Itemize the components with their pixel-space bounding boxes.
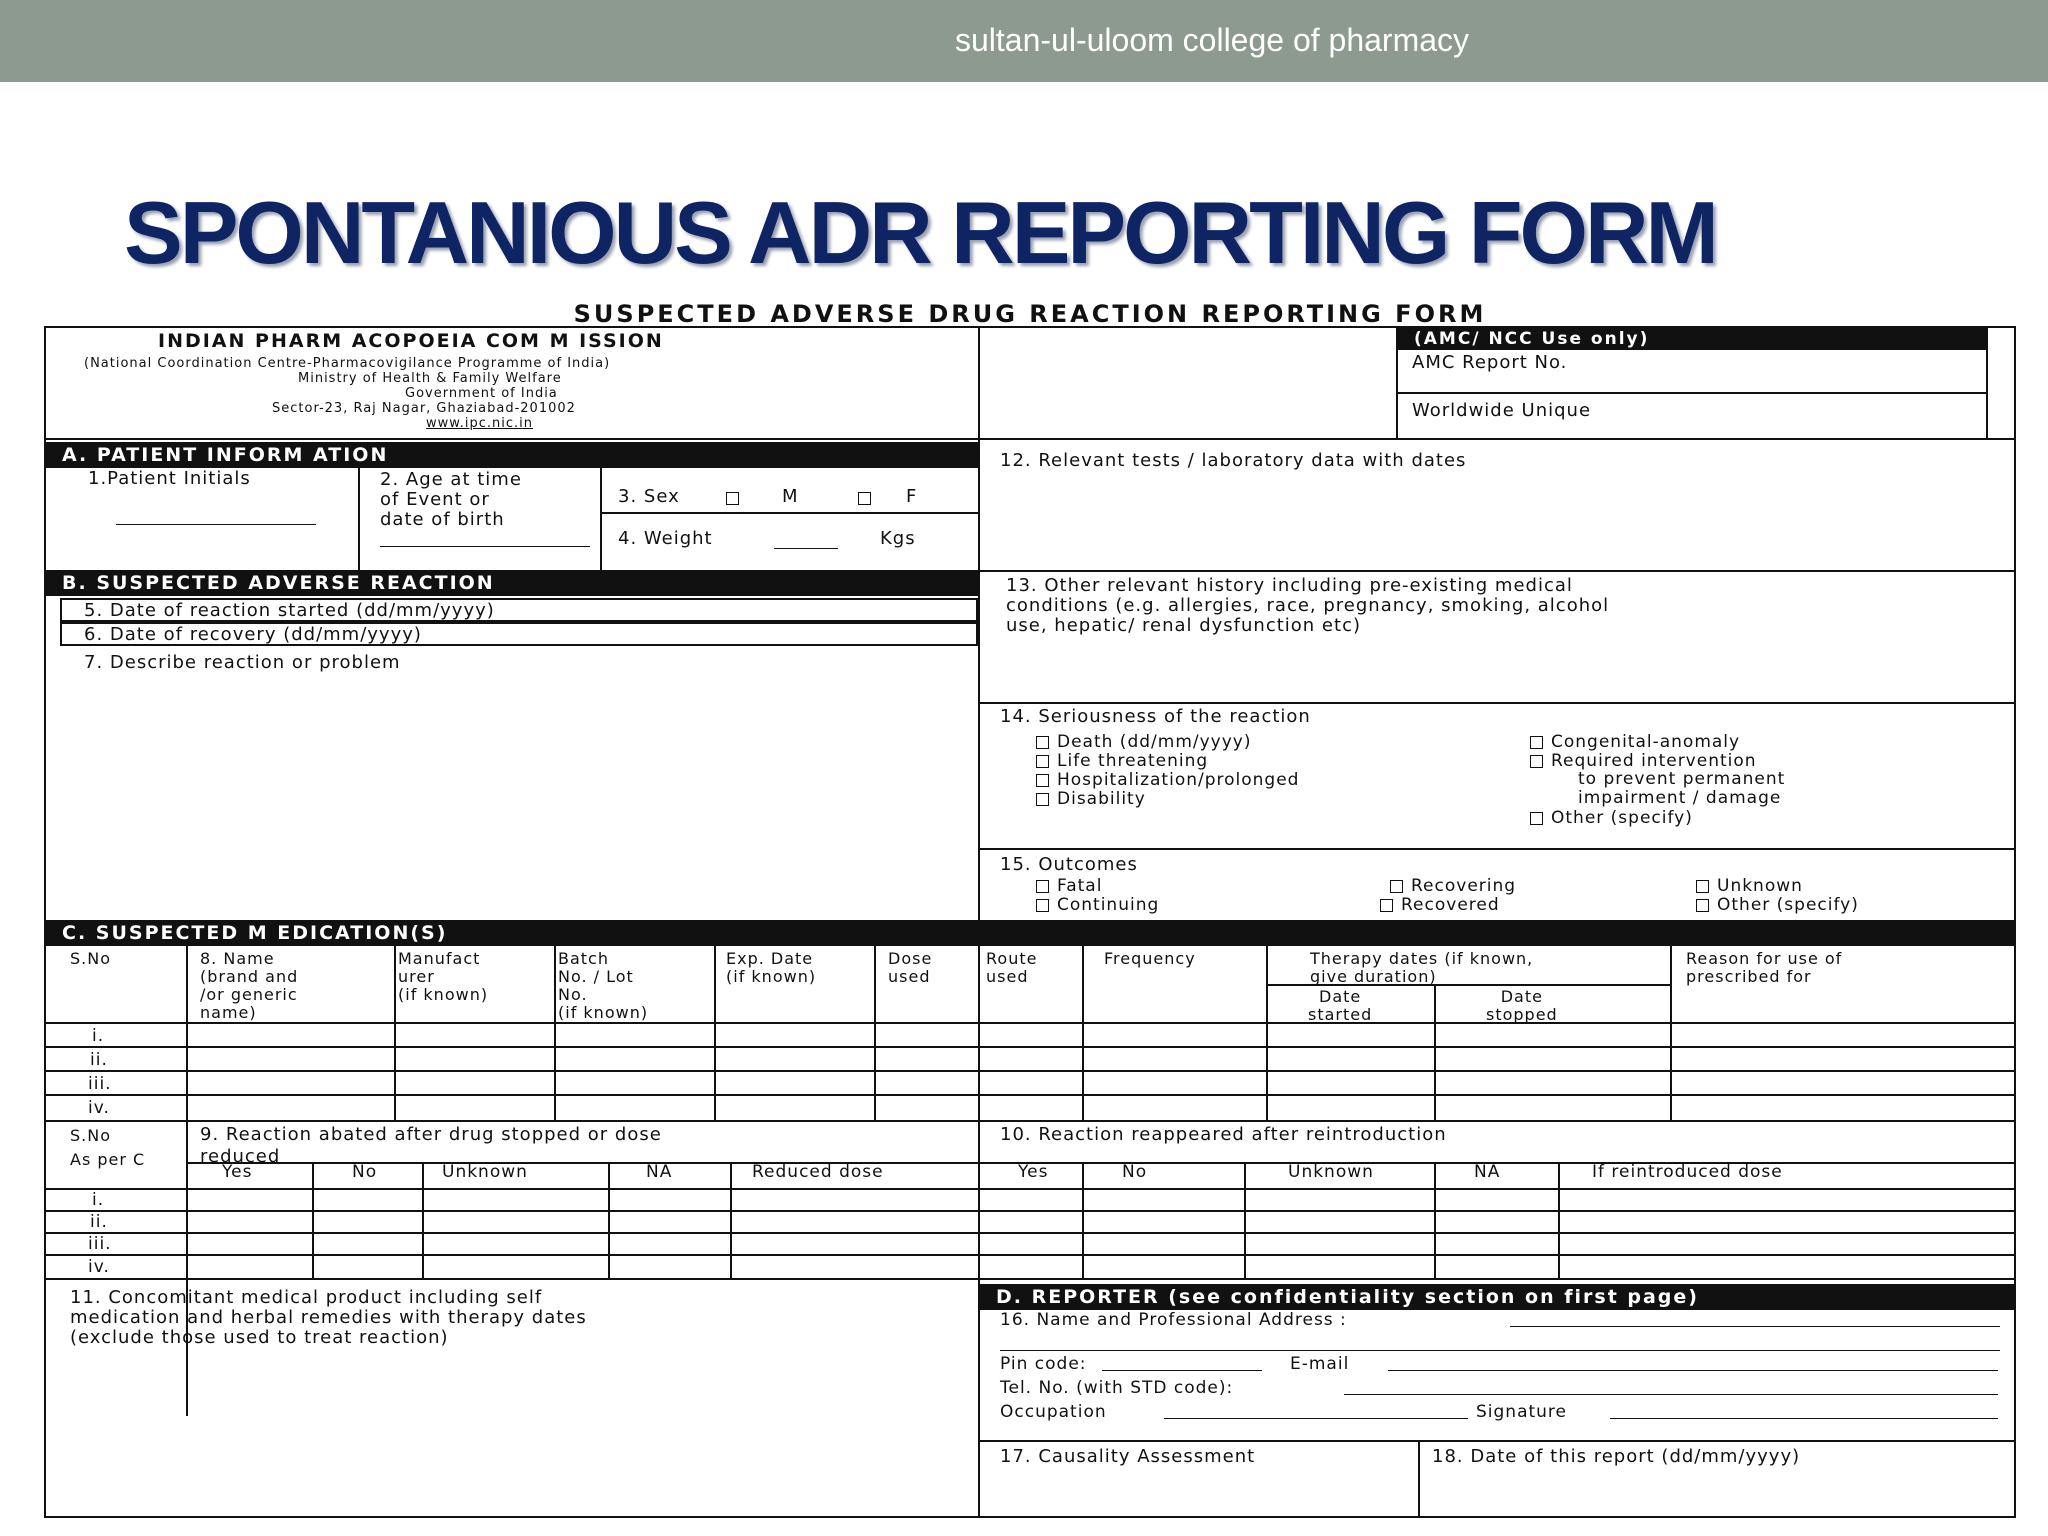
col-date-started: Date started [1308, 987, 1373, 1024]
q10-col: NA [1474, 1162, 1501, 1182]
tel-label: Tel. No. (with STD code): [1000, 1378, 1234, 1398]
checkbox[interactable] [1036, 899, 1049, 912]
age-label: 2. Age at time of Event or date of birth [380, 469, 522, 530]
tel-line[interactable] [1344, 1394, 1998, 1395]
q14-opt-congenital: Congenital-anomaly [1530, 732, 1740, 752]
a-div2 [600, 468, 602, 570]
q12-label: 12. Relevant tests / laboratory data with dates [1000, 450, 1467, 471]
pin-label: Pin code: [1000, 1354, 1087, 1374]
signature-label: Signature [1476, 1402, 1568, 1422]
q15-opt-recovering: Recovering [1390, 876, 1516, 896]
email-line[interactable] [1388, 1370, 1998, 1371]
checkbox[interactable] [1380, 899, 1393, 912]
q9-title: 9. Reaction abated after drug stopped or dose reduced [200, 1124, 662, 1167]
sex-m-checkbox[interactable] [726, 492, 739, 505]
d-div2 [1418, 1440, 1420, 1518]
col-frequency: Frequency [1104, 949, 1196, 968]
section-d-title: D. REPORTER (see confidentiality section on first page) [978, 1284, 2016, 1310]
d-div [978, 1440, 2016, 1442]
q15-opt-fatal: Fatal [1036, 876, 1102, 896]
org-line4: Sector-23, Raj Nagar, Ghaziabad-201002 [272, 401, 576, 416]
reporter-name-line[interactable] [1510, 1326, 2000, 1327]
q9-col: No [352, 1162, 378, 1182]
q9-row4 [44, 1278, 2016, 1280]
q10-col: No [1122, 1162, 1148, 1182]
q9-c1 [312, 1162, 314, 1278]
col-manufacturer: Manufact urer (if known) [398, 949, 489, 1004]
adr-form-image [40, 300, 2020, 1522]
age-line[interactable] [380, 546, 590, 547]
r-div1 [978, 570, 2016, 572]
q14-opt-death: Death (dd/mm/yyyy) [1036, 732, 1251, 752]
q10-col: Unknown [1288, 1162, 1374, 1182]
q13-label: 13. Other relevant history including pre-existing medical conditions (e.g. allergies, race, pregnancy, smoking, alcohol use, hepatic/ renal dysfunction etc) [1006, 575, 1610, 636]
checkbox[interactable] [1036, 755, 1049, 768]
q10-c3 [1434, 1162, 1436, 1278]
weight-line[interactable] [774, 548, 838, 549]
q15-title: 15. Outcomes [1000, 854, 1138, 875]
email-label: E-mail [1290, 1354, 1350, 1374]
date-started-label: 5. Date of reaction started (dd/mm/yyyy) [84, 600, 495, 621]
q15-opt-recovered: Recovered [1380, 895, 1500, 915]
section-a-title: A. PATIENT INFORM ATION [44, 442, 978, 468]
weight-unit: Kgs [880, 528, 916, 549]
q9-c2 [422, 1162, 424, 1278]
q9-row3 [44, 1254, 2016, 1256]
q15-opt-other: Other (specify) [1696, 895, 1859, 915]
sex-label: 3. Sex [618, 486, 680, 507]
q14-opt-other: Other (specify) [1530, 808, 1693, 828]
q9-col: Yes [222, 1162, 253, 1182]
checkbox[interactable] [1530, 812, 1543, 825]
q15-opt-unknown: Unknown [1696, 876, 1803, 896]
q9-c4 [730, 1162, 732, 1278]
q10-c4 [1558, 1162, 1560, 1278]
pin-line[interactable] [1102, 1370, 1262, 1371]
c-row1 [44, 1046, 2016, 1048]
checkbox[interactable] [1036, 793, 1049, 806]
org-url: www.ipc.nic.in [426, 416, 533, 431]
section-b-title: B. SUSPECTED ADVERSE REACTION [44, 570, 978, 596]
checkbox[interactable] [1390, 880, 1403, 893]
a-div1 [358, 468, 360, 570]
q9-c3 [608, 1162, 610, 1278]
checkbox[interactable] [1036, 774, 1049, 787]
q17-label: 17. Causality Assessment [1000, 1446, 1256, 1467]
occupation-line[interactable] [1164, 1418, 1468, 1419]
c-col8 [1434, 986, 1436, 1122]
weight-label: 4. Weight [618, 528, 713, 549]
col-name: 8. Name (brand and /or generic name) [200, 949, 299, 1022]
date-recovery-label: 6. Date of recovery (dd/mm/yyyy) [84, 624, 422, 645]
c-row4 [44, 1120, 2016, 1122]
col-date-stopped: Date stopped [1486, 987, 1558, 1024]
q14-opt-intervention: Required intervention [1530, 751, 1757, 771]
col-batch: Batch No. / Lot No. (if known) [558, 949, 649, 1022]
q9-col: NA [646, 1162, 673, 1182]
amc-worldwide: Worldwide Unique [1412, 400, 1592, 421]
q9-col: Reduced dose [752, 1162, 884, 1182]
q10-col: If reintroduced dose [1592, 1162, 1783, 1182]
col-exp: Exp. Date (if known) [726, 949, 817, 986]
q11-label: 11. Concomitant medical product including self medication and herbal remedies with therapy dates (exclude those used to treat reaction) [70, 1287, 587, 1348]
checkbox[interactable] [1696, 880, 1709, 893]
col-sno: S.No [70, 949, 111, 968]
section-c-title: C. SUSPECTED M EDICATION(S) [44, 920, 2016, 946]
c-row0 [44, 1022, 2016, 1024]
q9-row1 [44, 1210, 2016, 1212]
c-row3 [44, 1094, 2016, 1096]
header-bar [0, 0, 2048, 82]
form-title: SUSPECTED ADVERSE DRUG REACTION REPORTING FORM [573, 300, 1487, 328]
sex-f-checkbox[interactable] [858, 492, 871, 505]
reporter-name-label: 16. Name and Professional Address : [1000, 1310, 1347, 1330]
q9-row-label: i. [92, 1190, 105, 1210]
c-row2 [44, 1070, 2016, 1072]
col-dose: Dose used [888, 949, 933, 986]
q14-opt-hosp: Hospitalization/prolonged [1036, 770, 1299, 790]
org-line3: Government of India [405, 386, 558, 401]
sex-f-label: F [906, 486, 918, 507]
patient-initials-line[interactable] [116, 524, 316, 525]
q9-row-label: iii. [88, 1234, 112, 1254]
q14-opt-life: Life threatening [1036, 751, 1208, 771]
q14-opt-disability: Disability [1036, 789, 1146, 809]
checkbox[interactable] [1036, 736, 1049, 749]
org-name: INDIAN PHARM ACOPOEIA COM M ISSION [158, 330, 664, 352]
col-reason: Reason for use of prescribed for [1686, 949, 1843, 986]
q18-label: 18. Date of this report (dd/mm/yyyy) [1432, 1446, 1801, 1467]
patient-initials-label: 1.Patient Initials [88, 468, 251, 489]
q15-opt-continuing: Continuing [1036, 895, 1159, 915]
q10-col: Yes [1018, 1162, 1049, 1182]
q9-row-label: iv. [88, 1257, 110, 1277]
q14-title: 14. Seriousness of the reaction [1000, 706, 1311, 727]
q14-intervention-cont: to prevent permanent impairment / damage [1578, 769, 1786, 808]
a-div3 [600, 512, 978, 514]
sex-m-label: M [782, 486, 799, 507]
checkbox[interactable] [1696, 899, 1709, 912]
c-row-label: iii. [88, 1074, 112, 1094]
q10-c2 [1244, 1162, 1246, 1278]
slide-title: SPONTANIOUS ADR REPORTING FORM [124, 183, 1716, 282]
describe-label: 7. Describe reaction or problem [84, 652, 401, 673]
c-row-label: ii. [90, 1050, 108, 1070]
col-therapy: Therapy dates (if known, give duration) [1310, 949, 1534, 986]
c-row-label: iv. [88, 1098, 110, 1118]
brand-text: sultan-ul-uloom college of pharmacy [955, 22, 1470, 58]
checkbox[interactable] [1036, 880, 1049, 893]
checkbox[interactable] [1530, 736, 1543, 749]
checkbox[interactable] [1530, 755, 1543, 768]
r-div2 [978, 702, 2016, 704]
signature-line[interactable] [1610, 1418, 1998, 1419]
q9-row0 [44, 1188, 2016, 1190]
c-row-label: i. [92, 1026, 105, 1046]
amc-divider [1396, 392, 1988, 394]
col-route: Route used [986, 949, 1038, 986]
r-div3 [978, 848, 2016, 850]
q9-row-label: ii. [90, 1212, 108, 1232]
amc-report-no: AMC Report No. [1412, 352, 1568, 373]
q9-col: Unknown [442, 1162, 528, 1182]
q10-title: 10. Reaction reappeared after reintroduction [1000, 1124, 1447, 1145]
reporter-address-line[interactable] [1000, 1350, 2000, 1351]
q9-row2 [44, 1232, 2016, 1234]
amc-header: (AMC/ NCC Use only) [1396, 328, 1988, 350]
org-line2: Ministry of Health & Family Welfare [298, 371, 562, 386]
occupation-label: Occupation [1000, 1402, 1107, 1422]
q9-sno: S.No As per C [70, 1126, 146, 1169]
q10-c1 [1082, 1162, 1084, 1278]
org-line1: (National Coordination Centre-Pharmacovigilance Programme of India) [84, 356, 611, 371]
